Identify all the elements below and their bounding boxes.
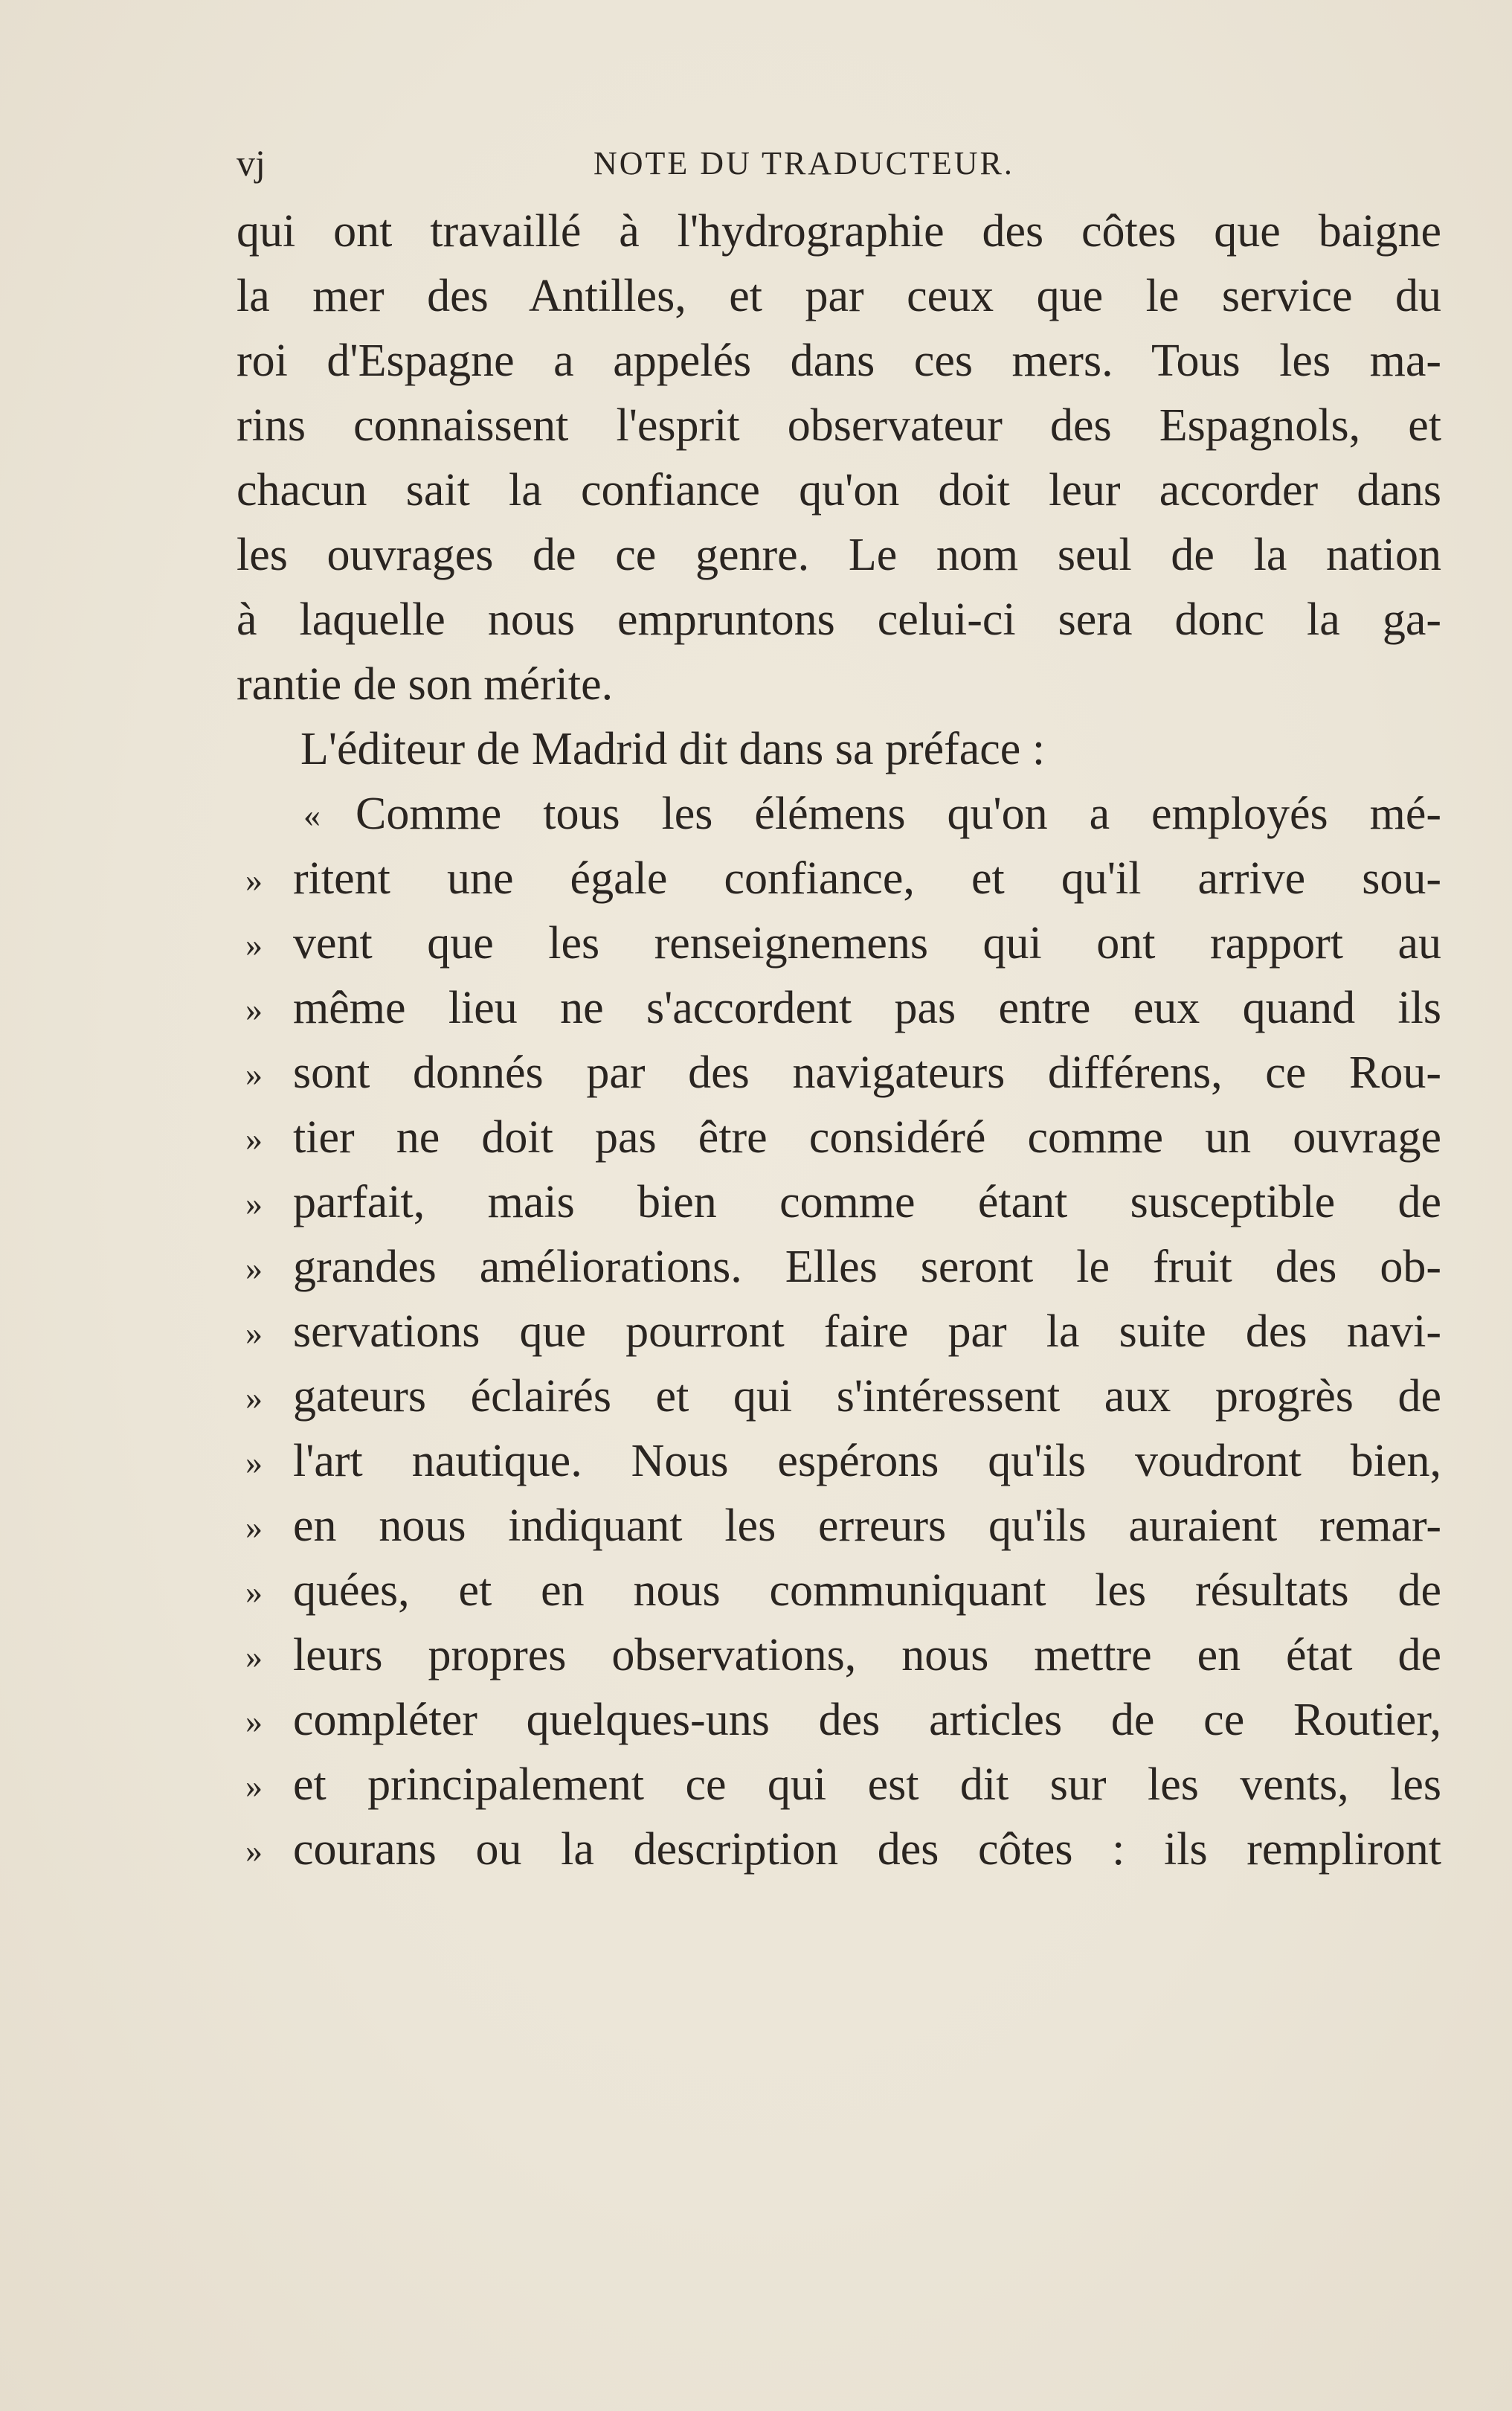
text-line: roi d'Espagne a appelés dans ces mers. Tous les ma- [237, 336, 1441, 386]
quote-mark: » [245, 1508, 263, 1546]
quote-mark: » [245, 1184, 263, 1222]
page-number: vj [237, 142, 266, 184]
quote-line: » en nous indiquant les erreurs qu'ils auraient remar- [237, 1494, 1441, 1558]
quote-line: » l'art nautique. Nous espérons qu'ils voudront bien, [237, 1429, 1441, 1494]
quote-line: » ritent une égale confiance, et qu'il arrive sou- [237, 847, 1441, 911]
quote-mark: » [245, 1831, 263, 1869]
quote-mark: » [245, 1702, 263, 1740]
text-line: la mer des Antilles, et par ceux que le service du [237, 271, 1441, 321]
quote-mark: » [245, 1637, 263, 1675]
text-line: à laquelle nous empruntons celui-ci sera donc la ga- [237, 594, 1441, 645]
text-line: qui ont travaillé à l'hydrographie des côtes que baigne [237, 206, 1441, 257]
quote-mark: » [245, 1767, 263, 1805]
quote-mark: » [245, 1249, 263, 1287]
quote-mark: » [245, 990, 263, 1028]
text-line: rantie de son mérite. [237, 659, 614, 710]
body-text [237, 199, 1441, 1882]
page-header [237, 141, 1441, 193]
quote-line: » parfait, mais bien comme étant susceptible de [237, 1170, 1441, 1235]
quote-mark: » [245, 1120, 263, 1158]
quote-line: » grandes améliorations. Elles seront le fruit des ob- [237, 1235, 1441, 1300]
text-line: rins connaissent l'esprit observateur des Espagnols, et [237, 400, 1441, 451]
quote-mark: » [245, 861, 263, 899]
preface-intro-line: L'éditeur de Madrid dit dans sa préface : [300, 724, 1046, 774]
quote-line: » compléter quelques-uns des articles de ce Routier, [237, 1688, 1441, 1753]
quote-line: » gateurs éclairés et qui s'intéressent aux progrès de [237, 1364, 1441, 1429]
quote-line: » et principalement ce qui est dit sur les vents, les [237, 1753, 1441, 1817]
quote-mark: » [245, 1378, 263, 1416]
quote-line: » courans ou la description des côtes : ils rempliront [237, 1817, 1441, 1882]
quote-line: » vent que les renseignemens qui ont rapport au [237, 911, 1441, 976]
text-line: chacun sait la confiance qu'on doit leur accorder dans [237, 465, 1441, 516]
running-head: NOTE DU TRADUCTEUR. [593, 145, 1014, 182]
quote-line: » même lieu ne s'accordent pas entre eux quand ils [237, 976, 1441, 1041]
quote-mark: » [245, 925, 263, 963]
quote-line: » servations que pourront faire par la suite des navi- [237, 1300, 1441, 1364]
quote-mark: » [245, 1573, 263, 1611]
quote-line: » quées, et en nous communiquant les résultats de [237, 1558, 1441, 1623]
quote-line: » tier ne doit pas être considéré comme un ouvrage [237, 1105, 1441, 1170]
quote-mark: » [245, 1443, 263, 1481]
quote-mark: » [245, 1055, 263, 1093]
quote-open-mark: « [303, 796, 321, 834]
quote-mark: » [245, 1314, 263, 1352]
quote-line: » leurs propres observations, nous mettre en état de [237, 1623, 1441, 1688]
quote-line: « Comme tous les élémens qu'on a employés mé- [237, 782, 1441, 847]
quote-line: » sont donnés par des navigateurs différens, ce Rou- [237, 1041, 1441, 1105]
text-line: les ouvrages de ce genre. Le nom seul de la nation [237, 530, 1441, 580]
